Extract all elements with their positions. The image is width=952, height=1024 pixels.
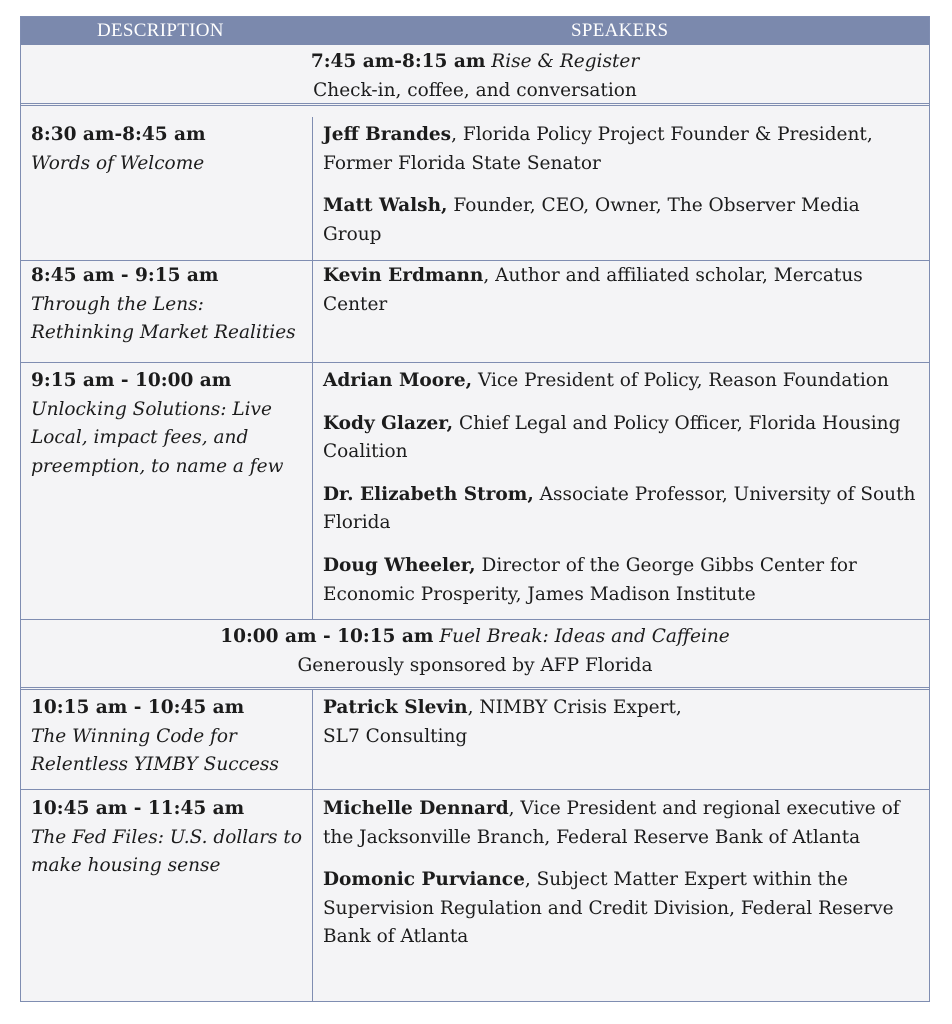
speaker-role: Founder, CEO, Owner, The Observer Media Group xyxy=(323,195,860,245)
column-divider xyxy=(312,789,313,1001)
session-title: Unlocking Solutions: Live Local, impact fees, and preemption, to name a few xyxy=(31,398,284,477)
column-divider xyxy=(312,690,313,789)
rise-title: Rise & Register xyxy=(491,51,640,72)
speakers-header: SPEAKERS xyxy=(571,20,669,41)
session-description xyxy=(31,367,311,481)
session-description xyxy=(31,795,311,881)
speaker-name: Matt Walsh, xyxy=(323,195,448,217)
speaker-entry xyxy=(323,367,923,396)
speaker-name: Patrick Slevin xyxy=(323,697,468,718)
divider xyxy=(21,260,929,261)
agenda-table xyxy=(20,16,930,1002)
session-time: 8:45 am - 9:15 am xyxy=(31,265,219,286)
break-subtitle: Generously sponsored by AFP Florida xyxy=(297,654,653,676)
speaker-role: , Florida Policy Project Founder & President, Former Florida State Senator xyxy=(323,124,873,174)
speaker-entry xyxy=(323,121,923,178)
break-time: 10:00 am - 10:15 am xyxy=(220,626,434,647)
speaker-entry xyxy=(323,552,923,609)
session-title: Through the Lens: Rethinking Market Realities xyxy=(31,293,296,344)
speaker-name: Kevin Erdmann xyxy=(323,265,484,286)
session-title: The Winning Code for Relentless YIMBY Success xyxy=(31,725,279,776)
speaker-role: , Vice President and regional executive of the Jacksonville Branch, Federal Reserve Bank of Atlanta xyxy=(323,798,900,848)
table-header xyxy=(21,17,929,45)
session-time: 9:15 am - 10:00 am xyxy=(31,370,232,391)
rise-time: 7:45 am-8:15 am xyxy=(310,51,486,72)
speaker-name: Adrian Moore, xyxy=(323,370,473,391)
session-time: 10:15 am - 10:45 am xyxy=(31,697,245,718)
session-speakers xyxy=(323,262,923,333)
speaker-entry xyxy=(323,192,923,249)
rise-subtitle: Check-in, coffee, and conversation xyxy=(313,79,637,101)
speaker-role: , Subject Matter Expert within the Supervision Regulation and Credit Division, Federal Reserve Bank of Atlanta xyxy=(323,869,894,948)
description-header: DESCRIPTION xyxy=(97,20,224,41)
session-description xyxy=(31,694,311,780)
speaker-name: Jeff Brandes xyxy=(323,124,452,145)
session-time: 10:45 am - 11:45 am xyxy=(31,798,245,819)
break-title: Fuel Break: Ideas and Caffeine xyxy=(439,626,730,647)
divider xyxy=(21,362,929,363)
fuel-break-row xyxy=(21,623,929,680)
speaker-entry xyxy=(323,262,923,319)
column-divider xyxy=(312,362,313,619)
speaker-role: Chief Legal and Policy Officer, Florida Housing Coalition xyxy=(323,412,901,463)
speaker-name: Dr. Elizabeth Strom, xyxy=(323,483,534,505)
speaker-role: Director of the George Gibbs Center for Economic Prosperity, James Madison Institute xyxy=(323,554,857,605)
session-speakers xyxy=(323,367,923,623)
session-speakers xyxy=(323,694,683,765)
column-divider xyxy=(312,260,313,362)
speaker-name: Michelle Dennard xyxy=(323,798,509,819)
session-speakers xyxy=(323,121,923,263)
speaker-entry xyxy=(323,410,923,467)
speaker-role: , Author and affiliated scholar, Mercatus Center xyxy=(323,265,863,315)
speaker-name: Kody Glazer, xyxy=(323,412,454,434)
speaker-name: Doug Wheeler, xyxy=(323,554,476,576)
speaker-entry xyxy=(323,795,923,852)
speaker-role: , NIMBY Crisis Expert, SL7 Consulting xyxy=(323,697,682,747)
session-title: Words of Welcome xyxy=(31,152,205,174)
session-title: The Fed Files: U.S. dollars to make housing sense xyxy=(31,826,302,877)
divider xyxy=(21,687,929,690)
speaker-role: Associate Professor, University of South Florida xyxy=(323,483,916,534)
speaker-entry xyxy=(323,694,683,751)
rise-register-row xyxy=(21,48,929,105)
speaker-name: Domonic Purviance xyxy=(323,869,525,891)
speaker-entry xyxy=(323,866,923,952)
session-description xyxy=(31,121,311,178)
divider xyxy=(21,789,929,790)
session-speakers xyxy=(323,795,923,966)
session-time: 8:30 am-8:45 am xyxy=(31,124,206,145)
divider xyxy=(21,619,929,620)
speaker-entry xyxy=(323,481,923,538)
session-description xyxy=(31,262,311,348)
speaker-role: Vice President of Policy, Reason Foundation xyxy=(472,370,889,391)
divider xyxy=(21,103,929,106)
column-divider xyxy=(312,117,313,260)
